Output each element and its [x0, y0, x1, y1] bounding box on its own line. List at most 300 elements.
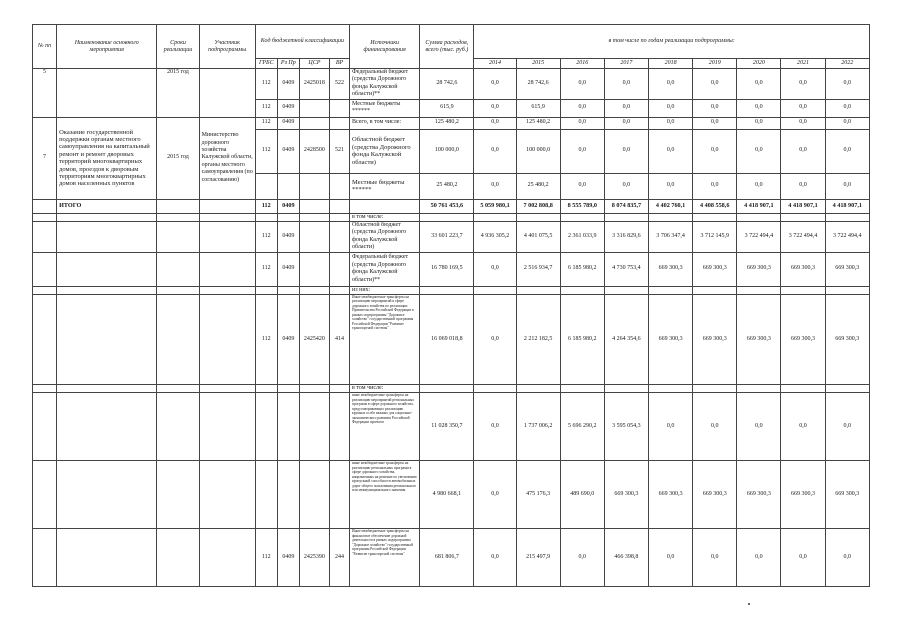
cell-year: 0,0: [604, 99, 648, 117]
cell-rzpr: [277, 286, 299, 294]
header-code-rzpr: Рз Пр: [277, 59, 299, 69]
cell-csr: [299, 461, 329, 529]
cell-vr: [329, 199, 349, 213]
cell-year: 669 300,3: [825, 252, 869, 286]
header-source: Источники финансирования: [350, 25, 420, 69]
cell-year: 0,0: [825, 117, 869, 129]
cell-rzpr: 0409: [277, 199, 299, 213]
row-num: [33, 461, 57, 529]
row-terms: [157, 393, 199, 461]
cell-vr: 522: [329, 69, 349, 100]
cell-year: 669 300,3: [737, 461, 781, 529]
row-name: [57, 252, 157, 286]
row-num: [33, 385, 57, 393]
cell-vr: [329, 213, 349, 221]
cell-year: 669 300,3: [737, 252, 781, 286]
cell-year: 0,0: [474, 99, 516, 117]
cell-grbs: [255, 385, 277, 393]
cell-year: 0,0: [560, 129, 604, 173]
cell-grbs: 112: [255, 117, 277, 129]
cell-year: 8 555 789,0: [560, 199, 604, 213]
cell-year: [737, 385, 781, 393]
cell-vr: [329, 286, 349, 294]
cell-vr: 521: [329, 129, 349, 173]
table-row: [33, 393, 870, 461]
cell-csr: 2425420: [299, 295, 329, 385]
row-name: Оказание государственной поддержки органам местного самоуправления на капитальный ремонт и ремонт дворовых территорий многоквартирных домов, проездов к дворовым территориям многоквартирных домов населенных пунктов: [57, 117, 157, 199]
cell-year: 615,9: [516, 99, 560, 117]
cell-year: [516, 286, 560, 294]
cell-year: 0,0: [781, 117, 825, 129]
cell-csr: [299, 173, 329, 199]
cell-grbs: 112: [255, 69, 277, 100]
cell-year: 0,0: [474, 393, 516, 461]
row-name: [57, 393, 157, 461]
row-terms: [157, 461, 199, 529]
row-terms: [157, 295, 199, 385]
cell-year: 1 737 006,2: [516, 393, 560, 461]
cell-year: [693, 286, 737, 294]
header-code-grbs: ГРБС: [255, 59, 277, 69]
cell-csr: [299, 117, 329, 129]
header-year: 2015: [516, 59, 560, 69]
cell-year: 0,0: [781, 129, 825, 173]
cell-year: 669 300,3: [825, 295, 869, 385]
row-participant: [199, 393, 255, 461]
header-code-vr: ВР: [329, 59, 349, 69]
cell-year: 0,0: [649, 393, 693, 461]
header-participant: Участник подпрограммы: [199, 25, 255, 69]
row-terms: [157, 213, 199, 221]
row-name: [57, 222, 157, 253]
cell-year: 0,0: [825, 529, 869, 587]
row-terms: 2015 год: [157, 117, 199, 199]
cell-year: 0,0: [560, 529, 604, 587]
cell-year: 0,0: [825, 129, 869, 173]
row-participant: [199, 385, 255, 393]
total-participant: [199, 199, 255, 213]
cell-sum: 16 780 169,5: [420, 252, 474, 286]
row-participant: [199, 295, 255, 385]
cell-year: 5 696 290,2: [560, 393, 604, 461]
row-num: [33, 252, 57, 286]
row-name: [57, 213, 157, 221]
row-num: 7: [33, 117, 57, 199]
cell-year: 7 002 808,8: [516, 199, 560, 213]
cell-year: 6 185 980,2: [560, 252, 604, 286]
cell-year: 0,0: [737, 99, 781, 117]
cell-grbs: 112: [255, 199, 277, 213]
cell-source: [350, 461, 420, 529]
row-terms: [157, 222, 199, 253]
cell-sum: 100 000,0: [420, 129, 474, 173]
cell-vr: [329, 117, 349, 129]
cell-year: 669 300,3: [781, 295, 825, 385]
cell-year: 0,0: [604, 69, 648, 100]
row-terms: [157, 286, 199, 294]
cell-year: 4 401 075,5: [516, 222, 560, 253]
cell-year: [604, 213, 648, 221]
cell-year: [474, 286, 516, 294]
cell-year: [781, 385, 825, 393]
cell-year: [560, 385, 604, 393]
row-participant: [199, 529, 255, 587]
cell-year: 4 402 760,1: [649, 199, 693, 213]
cell-source: Всего, в том числе:: [350, 117, 420, 129]
row-num: [33, 295, 57, 385]
cell-year: 0,0: [693, 529, 737, 587]
cell-year: 4 418 907,1: [781, 199, 825, 213]
cell-year: 669 300,3: [825, 461, 869, 529]
cell-year: 669 300,3: [693, 461, 737, 529]
cell-sum: 28 742,6: [420, 69, 474, 100]
cell-csr: [299, 222, 329, 253]
total-label: ИТОГО: [57, 199, 157, 213]
budget-table-sheet: [32, 24, 870, 587]
cell-rzpr: [277, 393, 299, 461]
cell-year: 0,0: [474, 117, 516, 129]
cell-year: 669 300,3: [693, 252, 737, 286]
table-row: [33, 529, 870, 587]
header-num: № пп: [33, 25, 57, 69]
cell-year: [693, 213, 737, 221]
cell-year: 0,0: [781, 393, 825, 461]
row-participant: [199, 286, 255, 294]
cell-year: 0,0: [474, 252, 516, 286]
cell-csr: 2425390: [299, 529, 329, 587]
cell-year: 669 300,3: [737, 295, 781, 385]
cell-year: 2 516 934,7: [516, 252, 560, 286]
row-name: [57, 295, 157, 385]
header-year: 2021: [781, 59, 825, 69]
cell-year: 0,0: [560, 117, 604, 129]
cell-year: 125 480,2: [516, 117, 560, 129]
header-year: 2017: [604, 59, 648, 69]
cell-year: [516, 213, 560, 221]
cell-grbs: 112: [255, 529, 277, 587]
cell-year: [693, 385, 737, 393]
cell-year: 28 742,6: [516, 69, 560, 100]
table-row: [33, 222, 870, 253]
cell-source: в том числе:: [350, 385, 420, 393]
header-code: Код бюджетной классификации: [255, 25, 349, 59]
cell-sum: [420, 286, 474, 294]
cell-vr: [329, 393, 349, 461]
row-num: 5: [33, 69, 57, 118]
cell-csr: [299, 393, 329, 461]
cell-sum: 11 028 350,7: [420, 393, 474, 461]
cell-year: 0,0: [474, 173, 516, 199]
table-row: [33, 69, 870, 100]
cell-year: 669 300,3: [604, 461, 648, 529]
cell-year: 0,0: [649, 129, 693, 173]
cell-year: 0,0: [737, 393, 781, 461]
cell-year: 3 722 494,4: [825, 222, 869, 253]
row-name: [57, 461, 157, 529]
cell-year: 0,0: [604, 173, 648, 199]
cell-year: 0,0: [781, 69, 825, 100]
cell-rzpr: 0409: [277, 529, 299, 587]
cell-year: 669 300,3: [693, 295, 737, 385]
cell-grbs: [255, 461, 277, 529]
cell-csr: 2425018: [299, 69, 329, 100]
source-text: Иные межбюджетные трансферты на финансовое обеспечение дорожной деятельности в рамках подпрограммы "Дорожное хозяйство" государственной программы Российской Федерации "Развитие транспортной системы": [352, 529, 414, 556]
cell-year: 0,0: [693, 393, 737, 461]
row-name: [57, 385, 157, 393]
cell-year: 0,0: [649, 173, 693, 199]
cell-csr: [299, 286, 329, 294]
header-sum: Сумма расходов, всего (тыс. руб.): [420, 25, 474, 69]
cell-year: [604, 286, 648, 294]
cell-year: 0,0: [693, 99, 737, 117]
cell-source: [350, 529, 420, 587]
cell-grbs: [255, 286, 277, 294]
row-num: [33, 222, 57, 253]
cell-source: [350, 295, 420, 385]
cell-csr: [299, 213, 329, 221]
cell-grbs: [255, 173, 277, 199]
row-terms: [157, 385, 199, 393]
cell-vr: [329, 173, 349, 199]
cell-year: [560, 286, 604, 294]
cell-csr: 2428500: [299, 129, 329, 173]
cell-year: [560, 213, 604, 221]
cell-year: 0,0: [737, 117, 781, 129]
cell-year: [649, 213, 693, 221]
cell-year: 0,0: [737, 129, 781, 173]
table-row: [33, 286, 870, 294]
cell-year: 25 480,2: [516, 173, 560, 199]
total-terms: [157, 199, 199, 213]
table-row: [33, 461, 870, 529]
cell-rzpr: 0409: [277, 117, 299, 129]
cell-grbs: 112: [255, 252, 277, 286]
cell-sum: [420, 213, 474, 221]
cell-year: 466 398,8: [604, 529, 648, 587]
row-num: [33, 529, 57, 587]
cell-year: 4 936 305,2: [474, 222, 516, 253]
budget-table: [32, 24, 870, 587]
cell-year: 669 300,3: [649, 461, 693, 529]
cell-vr: [329, 385, 349, 393]
header-year: 2014: [474, 59, 516, 69]
total-row: [33, 199, 870, 213]
row-num: [33, 286, 57, 294]
cell-year: [825, 385, 869, 393]
cell-year: [649, 385, 693, 393]
cell-year: 0,0: [781, 173, 825, 199]
cell-rzpr: [277, 385, 299, 393]
scan-speck: [748, 603, 750, 605]
row-terms: [157, 529, 199, 587]
cell-year: 4 264 354,6: [604, 295, 648, 385]
cell-source: Федеральный бюджет (средства Дорожного фонда Калужской области)**: [350, 252, 420, 286]
cell-vr: [329, 99, 349, 117]
cell-year: 0,0: [693, 173, 737, 199]
cell-year: [825, 286, 869, 294]
total-num: [33, 199, 57, 213]
cell-source: Областной бюджет (средства Дорожного фонда Калужской области): [350, 222, 420, 253]
table-row: [33, 295, 870, 385]
cell-sum: [420, 385, 474, 393]
cell-year: 0,0: [649, 69, 693, 100]
row-participant: Министерство дорожного хозяйства Калужской области, органы местного самоуправления (по согласованию): [199, 117, 255, 199]
cell-rzpr: 0409: [277, 252, 299, 286]
header-year: 2022: [825, 59, 869, 69]
row-participant: [199, 252, 255, 286]
header-years-title: в том числе по годам реализации подпрограммы:: [474, 25, 870, 59]
table-row: [33, 117, 870, 129]
cell-year: [781, 286, 825, 294]
cell-csr: [299, 99, 329, 117]
cell-year: 5 059 980,1: [474, 199, 516, 213]
cell-year: 0,0: [560, 69, 604, 100]
cell-year: 3 316 829,6: [604, 222, 648, 253]
header-year: 2018: [649, 59, 693, 69]
cell-vr: 414: [329, 295, 349, 385]
cell-year: 4 408 558,6: [693, 199, 737, 213]
cell-grbs: 112: [255, 295, 277, 385]
cell-year: 3 722 494,4: [737, 222, 781, 253]
cell-vr: [329, 222, 349, 253]
cell-year: 0,0: [825, 393, 869, 461]
cell-year: 0,0: [737, 529, 781, 587]
row-terms: [157, 252, 199, 286]
cell-year: 3 712 145,9: [693, 222, 737, 253]
cell-source: [350, 393, 420, 461]
cell-sum: 615,9: [420, 99, 474, 117]
row-name: [57, 69, 157, 118]
cell-year: 0,0: [604, 129, 648, 173]
cell-year: 2 361 033,9: [560, 222, 604, 253]
cell-year: [516, 385, 560, 393]
cell-source: Местные бюджеты ******: [350, 99, 420, 117]
cell-sum: 125 480,2: [420, 117, 474, 129]
cell-grbs: [255, 213, 277, 221]
cell-csr: [299, 252, 329, 286]
cell-year: 0,0: [474, 129, 516, 173]
cell-rzpr: 0409: [277, 69, 299, 100]
cell-year: 3 722 494,4: [781, 222, 825, 253]
cell-sum: 25 480,2: [420, 173, 474, 199]
source-text: Иные межбюджетные трансферты на реализацию мероприятий в сфере дорожного хозяйства по реализации Правительства Российской Федерации в рамках подпрограммы "Дорожное хозяйство" государственной программы Российской Федерации "Развитие транспортной системы": [352, 295, 414, 330]
cell-year: 4 418 907,1: [825, 199, 869, 213]
cell-rzpr: 0409: [277, 222, 299, 253]
cell-source: Областной бюджет (средства Дорожного фонда Калужской области): [350, 129, 420, 173]
header-row: [33, 25, 870, 59]
source-text: иные межбюджетные трансферты на реализацию региональных программ в сфере дорожного хозяйства, направленных на решение по увеличению пропускной способности автомобильных дорог общего пользования регионального или межмуниципального значения: [352, 461, 417, 492]
cell-source: из них:: [350, 286, 420, 294]
cell-year: 669 300,3: [649, 295, 693, 385]
cell-year: 0,0: [737, 69, 781, 100]
cell-year: 0,0: [825, 173, 869, 199]
cell-year: 0,0: [825, 69, 869, 100]
cell-year: 0,0: [560, 99, 604, 117]
cell-year: 100 000,0: [516, 129, 560, 173]
cell-year: 0,0: [474, 461, 516, 529]
row-name: [57, 529, 157, 587]
cell-year: 0,0: [560, 173, 604, 199]
table-row: [33, 213, 870, 221]
cell-year: 475 176,3: [516, 461, 560, 529]
cell-year: 0,0: [649, 99, 693, 117]
source-text: иные межбюджетные трансферты на реализацию мероприятий региональных программ в сфере дорожного хозяйства, предусматривающих реализацию крупных особо важных для социально-экономического развития Российской Федерации проектов: [352, 393, 415, 424]
cell-sum: 4 980 668,1: [420, 461, 474, 529]
cell-year: [474, 213, 516, 221]
cell-year: [604, 385, 648, 393]
cell-year: 0,0: [649, 117, 693, 129]
cell-year: 3 706 347,4: [649, 222, 693, 253]
row-num: [33, 213, 57, 221]
row-terms: 2015 год: [157, 69, 199, 118]
cell-year: [737, 213, 781, 221]
cell-source: Федеральный бюджет (средства Дорожного фонда Калужской области)**: [350, 69, 420, 100]
row-name: [57, 286, 157, 294]
cell-rzpr: 0409: [277, 99, 299, 117]
header-name: Наименование основного мероприятия: [57, 25, 157, 69]
cell-sum: 16 069 018,8: [420, 295, 474, 385]
header-code-csr: ЦСР: [299, 59, 329, 69]
cell-year: 0,0: [781, 99, 825, 117]
cell-year: [474, 385, 516, 393]
cell-year: 0,0: [825, 99, 869, 117]
cell-year: 0,0: [474, 295, 516, 385]
cell-year: [781, 213, 825, 221]
cell-year: 6 185 980,2: [560, 295, 604, 385]
cell-source: Местные бюджеты ******: [350, 173, 420, 199]
header-year: 2016: [560, 59, 604, 69]
cell-year: [649, 286, 693, 294]
cell-year: 4 730 753,4: [604, 252, 648, 286]
cell-vr: [329, 461, 349, 529]
row-participant: [199, 461, 255, 529]
cell-vr: [329, 252, 349, 286]
row-participant: [199, 69, 255, 118]
cell-year: 669 300,3: [781, 461, 825, 529]
cell-year: 489 690,0: [560, 461, 604, 529]
cell-rzpr: 0409: [277, 295, 299, 385]
cell-year: 0,0: [737, 173, 781, 199]
cell-year: 2 212 182,5: [516, 295, 560, 385]
cell-year: 0,0: [693, 69, 737, 100]
cell-source: [350, 199, 420, 213]
cell-year: 669 300,3: [781, 252, 825, 286]
cell-year: 669 300,3: [649, 252, 693, 286]
row-num: [33, 393, 57, 461]
row-participant: [199, 222, 255, 253]
header-year: 2020: [737, 59, 781, 69]
cell-year: 4 418 907,1: [737, 199, 781, 213]
cell-csr: [299, 199, 329, 213]
cell-sum: 681 806,7: [420, 529, 474, 587]
cell-year: 0,0: [693, 117, 737, 129]
cell-rzpr: [277, 173, 299, 199]
cell-csr: [299, 385, 329, 393]
header-terms: Сроки реализации: [157, 25, 199, 69]
cell-rzpr: [277, 461, 299, 529]
cell-year: 0,0: [649, 529, 693, 587]
cell-grbs: 112: [255, 99, 277, 117]
cell-sum: 33 601 223,7: [420, 222, 474, 253]
cell-year: [737, 286, 781, 294]
cell-year: 215 497,9: [516, 529, 560, 587]
table-row: [33, 252, 870, 286]
cell-year: 0,0: [781, 529, 825, 587]
cell-year: 0,0: [474, 529, 516, 587]
row-participant: [199, 213, 255, 221]
cell-rzpr: 0409: [277, 129, 299, 173]
cell-grbs: [255, 393, 277, 461]
